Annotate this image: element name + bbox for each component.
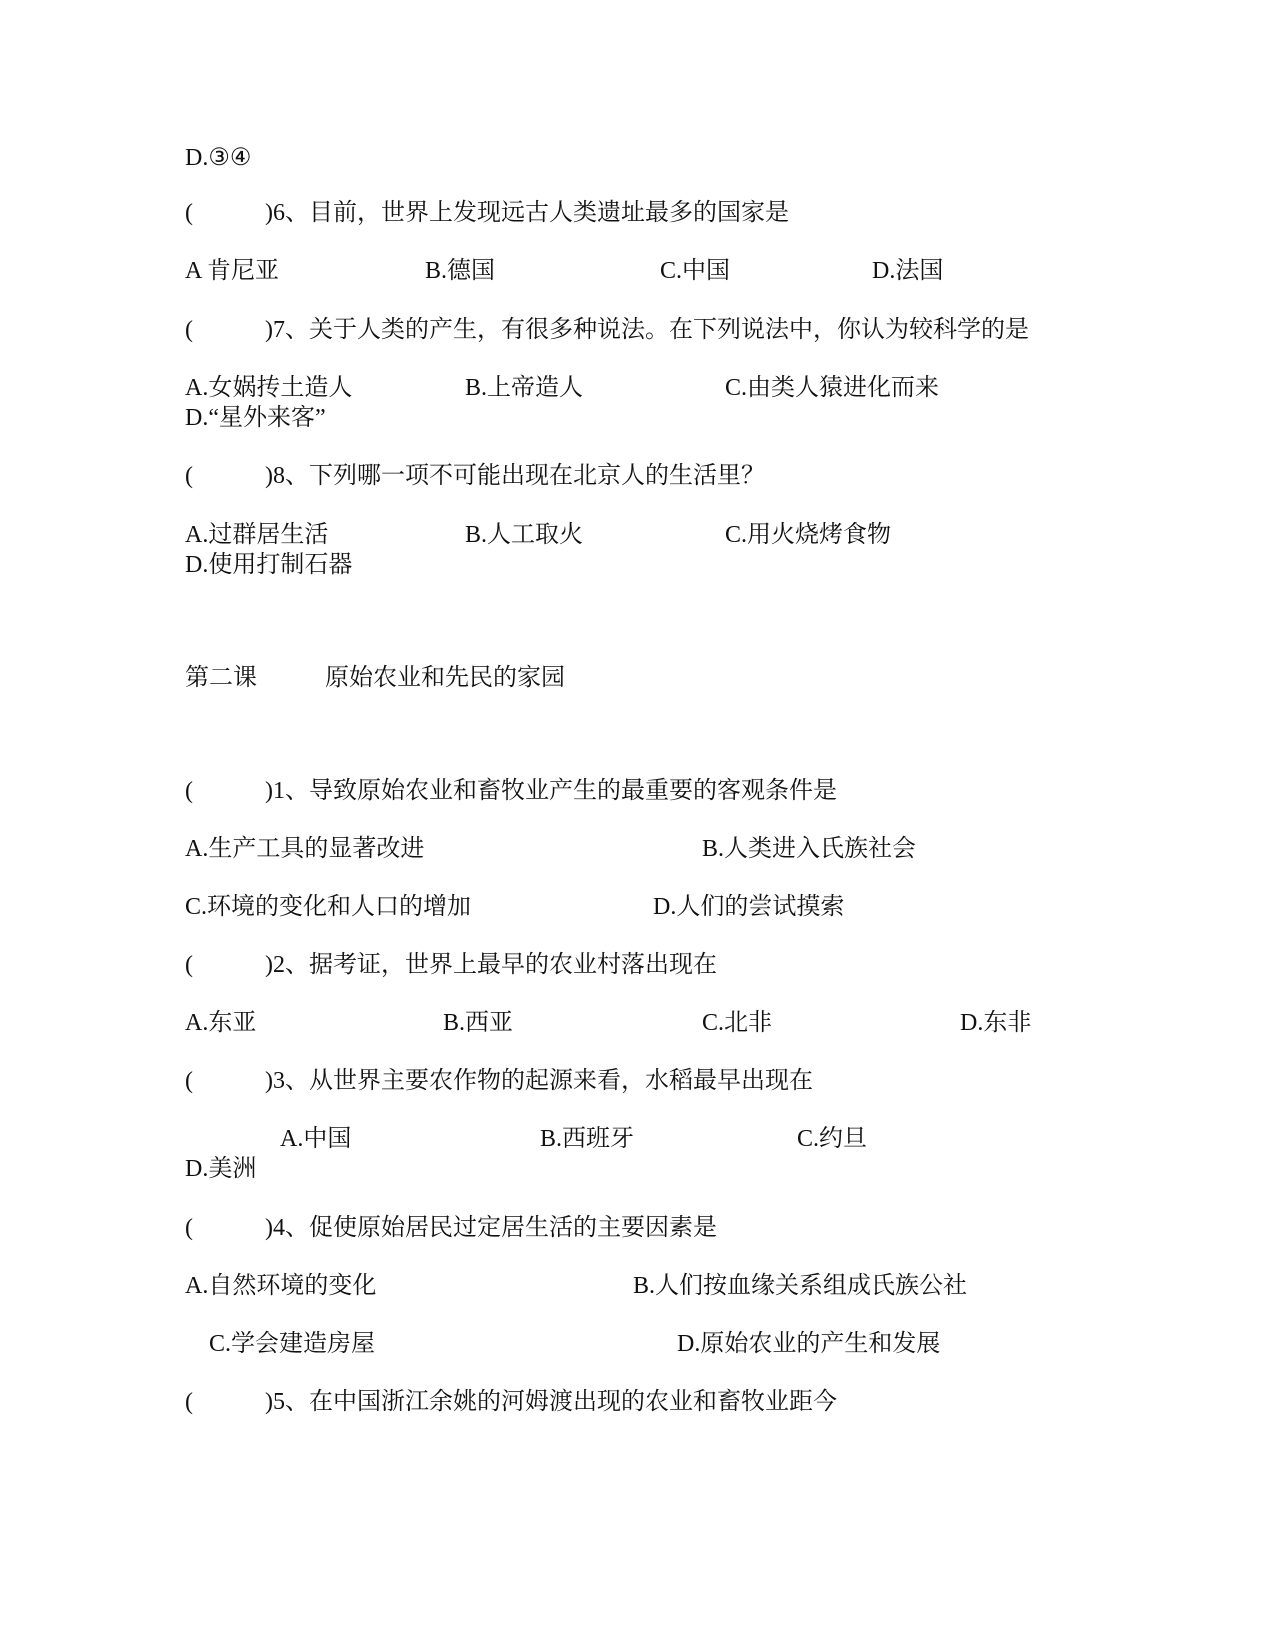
option-a: A.自然环境的变化 — [185, 1273, 377, 1299]
option-c: C.学会建造房屋 — [209, 1331, 376, 1357]
question-text: )4、促使原始居民过定居生活的主要因素是 — [265, 1215, 717, 1241]
option-b: B.人们按血缘关系组成氏族公社 — [633, 1273, 968, 1299]
option-c: C.北非 — [702, 1010, 773, 1036]
option-a: A.东亚 — [185, 1010, 257, 1036]
answer-paren: ( — [185, 1068, 193, 1094]
option-c: C.用火烧烤食物 — [725, 522, 892, 548]
option-a: A.过群居生活 — [185, 522, 329, 548]
answer-paren: ( — [185, 1215, 193, 1241]
question-text: )3、从世界主要农作物的起源来看，水稻最早出现在 — [265, 1068, 813, 1094]
answer-paren: ( — [185, 317, 193, 343]
option-c: C.环境的变化和人口的增加 — [185, 894, 472, 920]
answer-paren: ( — [185, 778, 193, 804]
q5-option-d: D.③④ — [185, 145, 252, 171]
option-d: D.“星外来客” — [185, 405, 326, 431]
option-a: A.中国 — [280, 1126, 352, 1152]
option-a: A.女娲抟土造人 — [185, 375, 353, 401]
option-d: D.法国 — [872, 258, 944, 284]
option-a: A 肯尼亚 — [185, 258, 280, 284]
option-b: B.人工取火 — [465, 522, 584, 548]
answer-paren: ( — [185, 463, 193, 489]
option-b: B.德国 — [425, 258, 496, 284]
option-c: C.约旦 — [797, 1126, 868, 1152]
option-b: B.西亚 — [443, 1010, 514, 1036]
question-text: )7、关于人类的产生，有很多种说法。在下列说法中，你认为较科学的是 — [265, 317, 1029, 343]
option-b: B.西班牙 — [540, 1126, 635, 1152]
question-text: )6、目前，世界上发现远古人类遗址最多的国家是 — [265, 200, 789, 226]
option-c: C.中国 — [660, 258, 731, 284]
question-text: )8、下列哪一项不可能出现在北京人的生活里？ — [265, 463, 765, 489]
lesson-label: 第二课 — [185, 665, 257, 691]
question-text: )5、在中国浙江余姚的河姆渡出现的农业和畜牧业距今 — [265, 1389, 837, 1415]
option-a: A.生产工具的显著改进 — [185, 836, 425, 862]
question-text: )1、导致原始农业和畜牧业产生的最重要的客观条件是 — [265, 778, 837, 804]
answer-paren: ( — [185, 200, 193, 226]
question-text: )2、据考证，世界上最早的农业村落出现在 — [265, 952, 717, 978]
option-d: D.东非 — [960, 1010, 1032, 1036]
option-b: B.上帝造人 — [465, 375, 584, 401]
answer-paren: ( — [185, 1389, 193, 1415]
option-c: C.由类人猿进化而来 — [725, 375, 940, 401]
option-d: D.人们的尝试摸索 — [653, 894, 845, 920]
answer-paren: ( — [185, 952, 193, 978]
lesson-title: 原始农业和先民的家园 — [325, 665, 565, 691]
option-d: D.使用打制石器 — [185, 552, 353, 578]
option-b: B.人类进入氏族社会 — [702, 836, 917, 862]
option-d: D.原始农业的产生和发展 — [677, 1331, 941, 1357]
option-d: D.美洲 — [185, 1156, 257, 1182]
